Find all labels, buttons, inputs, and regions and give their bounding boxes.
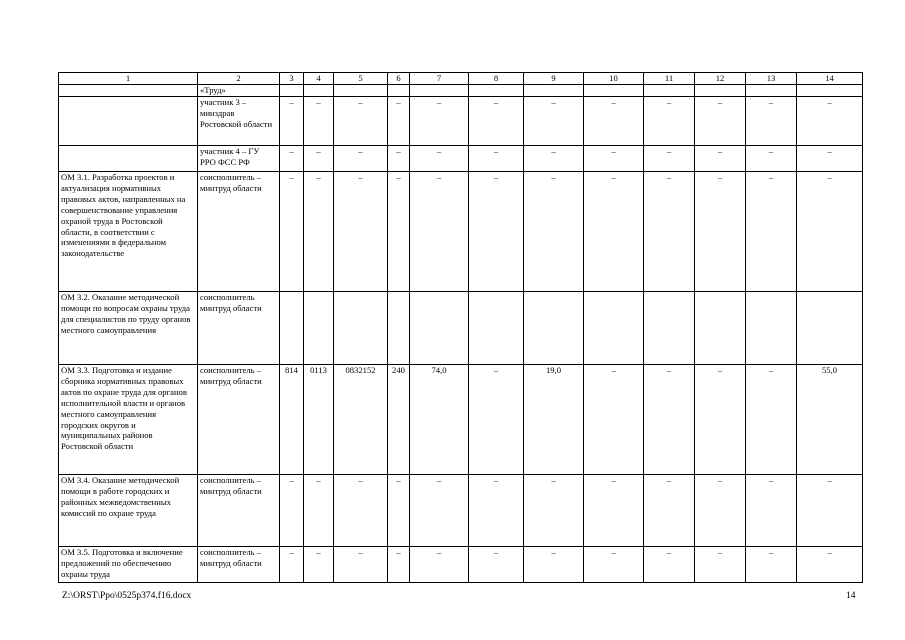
table-cell: – xyxy=(334,172,388,292)
table-cell: – xyxy=(584,172,644,292)
table-cell: 19,0 xyxy=(524,365,584,475)
table-cell: – xyxy=(469,547,524,583)
table-cell xyxy=(304,292,334,365)
table-cell: – xyxy=(280,97,304,146)
table-cell xyxy=(304,85,334,97)
table-cell: – xyxy=(524,547,584,583)
table-cell: – xyxy=(304,146,334,172)
table-cell: ОМ 3.4. Оказание методической помощи в работе городских и районных межведомственных комиссий по охране труда xyxy=(59,475,198,547)
table-cell: – xyxy=(304,97,334,146)
table-cell: – xyxy=(695,97,746,146)
table-row xyxy=(59,547,863,583)
table-cell xyxy=(469,85,524,97)
table-cell: – xyxy=(584,365,644,475)
table-cell: – xyxy=(746,172,797,292)
table-cell: – xyxy=(469,172,524,292)
table-cell xyxy=(746,292,797,365)
table-cell: – xyxy=(388,547,410,583)
column-header: 4 xyxy=(304,73,334,85)
table-row xyxy=(59,97,863,146)
budget-table xyxy=(58,72,863,583)
table-cell: соисполнитель – минтруд области xyxy=(198,547,280,583)
table-cell xyxy=(797,292,863,365)
table-cell xyxy=(59,85,198,97)
table-cell: – xyxy=(334,475,388,547)
table-cell: – xyxy=(644,172,695,292)
table-cell xyxy=(797,85,863,97)
table-header-row xyxy=(59,73,863,85)
table-cell: – xyxy=(388,97,410,146)
page-number: 14 xyxy=(846,591,856,601)
table-cell: 0113 xyxy=(304,365,334,475)
table-cell: – xyxy=(334,146,388,172)
table-cell: – xyxy=(469,146,524,172)
column-header: 13 xyxy=(746,73,797,85)
table-cell: – xyxy=(469,475,524,547)
table-cell: – xyxy=(797,547,863,583)
table-cell: – xyxy=(304,547,334,583)
table-cell: – xyxy=(524,172,584,292)
table-cell: 74,0 xyxy=(410,365,469,475)
column-header: 9 xyxy=(524,73,584,85)
column-header: 11 xyxy=(644,73,695,85)
table-cell xyxy=(388,292,410,365)
table-cell: – xyxy=(388,146,410,172)
table-cell: – xyxy=(797,172,863,292)
table-cell xyxy=(280,292,304,365)
table-cell: – xyxy=(797,146,863,172)
table-cell: ОМ 3.5. Подготовка и включение предложений по обеспечению охраны труда xyxy=(59,547,198,583)
table-cell: – xyxy=(524,97,584,146)
column-header: 10 xyxy=(584,73,644,85)
table-cell: 0832152 xyxy=(334,365,388,475)
table-cell: – xyxy=(695,547,746,583)
table-cell: – xyxy=(410,97,469,146)
table-cell: – xyxy=(746,97,797,146)
table-cell: соисполнитель – минтруд области xyxy=(198,475,280,547)
column-header: 6 xyxy=(388,73,410,85)
table-cell xyxy=(746,85,797,97)
table-cell xyxy=(695,292,746,365)
table-row xyxy=(59,172,863,292)
table-cell: – xyxy=(695,146,746,172)
table-cell xyxy=(644,85,695,97)
table-cell: – xyxy=(388,172,410,292)
table-cell xyxy=(584,85,644,97)
table-cell: – xyxy=(584,547,644,583)
table-cell: – xyxy=(469,365,524,475)
column-header: 1 xyxy=(59,73,198,85)
table-cell: – xyxy=(584,475,644,547)
table-cell: – xyxy=(304,475,334,547)
table-cell: – xyxy=(644,97,695,146)
table-row xyxy=(59,365,863,475)
table-cell: – xyxy=(746,365,797,475)
table-row xyxy=(59,292,863,365)
table-cell: – xyxy=(410,547,469,583)
table-cell: – xyxy=(584,146,644,172)
table-cell: – xyxy=(304,172,334,292)
table-cell xyxy=(388,85,410,97)
table-cell: – xyxy=(280,475,304,547)
table-cell: участник 3 – минздрав Ростовской области xyxy=(198,97,280,146)
table-cell: – xyxy=(334,547,388,583)
table-cell: 814 xyxy=(280,365,304,475)
table-cell: – xyxy=(644,475,695,547)
table-cell: соисполнитель – минтруд области xyxy=(198,365,280,475)
table-cell xyxy=(410,85,469,97)
table-cell: «Труд» xyxy=(198,85,280,97)
table-cell: соисполнитель минтруд области xyxy=(198,292,280,365)
table-cell: – xyxy=(695,365,746,475)
table-cell xyxy=(524,292,584,365)
table-cell: ОМ 3.2. Оказание методической помощи по вопросам охраны труда для специалистов по труду органов местного самоуправления xyxy=(59,292,198,365)
table-cell: – xyxy=(695,172,746,292)
table-cell: – xyxy=(524,146,584,172)
table-cell: – xyxy=(334,97,388,146)
table-cell: – xyxy=(644,547,695,583)
table-cell xyxy=(644,292,695,365)
table-cell: – xyxy=(797,475,863,547)
table-cell xyxy=(59,97,198,146)
table-cell: – xyxy=(746,146,797,172)
table-row xyxy=(59,146,863,172)
table-cell: соисполнитель – минтруд области xyxy=(198,172,280,292)
table-cell xyxy=(334,292,388,365)
table-cell xyxy=(59,146,198,172)
table-cell: – xyxy=(584,97,644,146)
column-header: 7 xyxy=(410,73,469,85)
table-row xyxy=(59,475,863,547)
table-cell: – xyxy=(644,365,695,475)
table-cell: – xyxy=(280,146,304,172)
table-cell xyxy=(524,85,584,97)
table-cell: ОМ 3.1. Разработка проектов и актуализация нормативных правовых актов, направленных на совершенствование управления охраной труда в Ростовской области, в соответствии с изменениями в федеральном законодательстве xyxy=(59,172,198,292)
column-header: 12 xyxy=(695,73,746,85)
table-cell xyxy=(280,85,304,97)
column-header: 2 xyxy=(198,73,280,85)
table-cell: – xyxy=(695,475,746,547)
column-header: 5 xyxy=(334,73,388,85)
table-cell: – xyxy=(410,172,469,292)
table-cell: – xyxy=(797,97,863,146)
footer-file-path: Z:\ORST\Ppo\0525p374.f16.docx xyxy=(62,591,192,601)
table-cell: участник 4 – ГУ РРО ФСС РФ xyxy=(198,146,280,172)
table-cell: – xyxy=(280,547,304,583)
table-cell: – xyxy=(644,146,695,172)
table-cell xyxy=(695,85,746,97)
table-cell: – xyxy=(410,475,469,547)
table-cell: – xyxy=(388,475,410,547)
table-cell: – xyxy=(746,475,797,547)
table-cell xyxy=(584,292,644,365)
table-cell xyxy=(469,292,524,365)
table-cell xyxy=(334,85,388,97)
table-cell xyxy=(410,292,469,365)
table-cell: 240 xyxy=(388,365,410,475)
table-cell: – xyxy=(410,146,469,172)
table-cell: – xyxy=(746,547,797,583)
table-cell: 55,0 xyxy=(797,365,863,475)
table-row xyxy=(59,85,863,97)
table-cell: – xyxy=(524,475,584,547)
column-header: 14 xyxy=(797,73,863,85)
table-cell: ОМ 3.3. Подготовка и издание сборника нормативных правовых актов по охране труда для органов исполнительной власти и органов местного самоуправления городских округов и муниципальных районов Ростовской области xyxy=(59,365,198,475)
table-cell: – xyxy=(280,172,304,292)
column-header: 3 xyxy=(280,73,304,85)
table-cell: – xyxy=(469,97,524,146)
column-header: 8 xyxy=(469,73,524,85)
